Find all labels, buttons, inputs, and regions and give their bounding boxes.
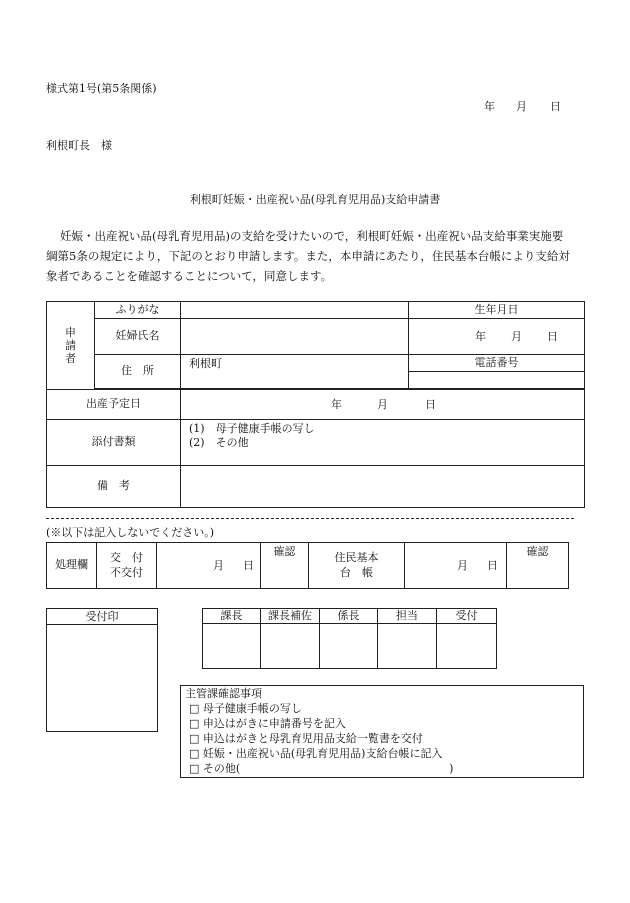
checklist-item[interactable]: □ 申込はがきと母乳育児用品支給一覧書を交付 [189, 732, 423, 745]
attachment-item-2: (2) その他 [189, 436, 249, 450]
approval-head-assistant-chief: 課長補佐 [261, 609, 320, 624]
intro-line-1: 妊娠・出産祝い品(母乳育児用品)の支給を受けたいので，利根町妊娠・出産祝い品支給事業実施要 [60, 229, 564, 243]
approval-cell[interactable] [437, 624, 497, 669]
checklist-item[interactable]: □ 母子健康手帳の写し [189, 702, 302, 715]
furigana-field[interactable] [181, 302, 409, 319]
approval-head-unit-chief: 係長 [320, 609, 378, 624]
checklist-item[interactable]: □ 申込はがきに申請番号を記入 [189, 717, 346, 730]
issue-status-label [97, 543, 157, 589]
office-use-note: (※以下は記入しないでください。) [46, 526, 215, 539]
registry-date-field[interactable] [405, 543, 507, 589]
due-date-year: 年 [331, 397, 342, 411]
approval-head-reception: 受付 [437, 609, 497, 624]
approval-head-section-chief: 課長 [203, 609, 261, 624]
date-day-label: 日 [550, 100, 561, 113]
due-date-field[interactable] [181, 390, 585, 420]
form-title: 利根町妊娠・出産祝い品(母乳育児用品)支給申請書 [189, 193, 441, 206]
applicant-section-label: 申請者 [47, 302, 95, 390]
due-date-label: 出産予定日 [47, 390, 181, 420]
phone-field[interactable] [409, 372, 585, 389]
reception-stamp-label: 受付印 [47, 609, 157, 625]
name-field[interactable] [181, 319, 409, 355]
date-year-label: 年 [484, 100, 495, 113]
issue-label: 交 付 [110, 551, 143, 565]
form-number: 様式第1号(第5条関係) [46, 82, 157, 95]
registry-label-1: 住民基本 [334, 551, 379, 565]
processing-table [46, 542, 569, 589]
non-issue-label: 不交付 [110, 565, 143, 579]
reception-stamp-box [46, 608, 158, 732]
birthdate-field[interactable] [409, 319, 585, 355]
address-field[interactable]: 利根町 [181, 355, 409, 389]
cut-line [46, 518, 574, 519]
checklist-item[interactable]: □ その他( ) [189, 762, 454, 775]
name-label: 妊婦氏名 [95, 319, 181, 355]
issue-month: 月 [213, 558, 224, 572]
due-date-month: 月 [377, 397, 388, 411]
addressee: 利根町長 様 [46, 139, 112, 152]
remarks-field[interactable] [181, 466, 585, 508]
approval-cell[interactable] [320, 624, 378, 669]
approval-cell[interactable] [203, 624, 261, 669]
confirm-label-1: 確認 [261, 543, 309, 589]
furigana-label: ふりがな [95, 302, 181, 319]
checklist-title: 主管課確認事項 [185, 687, 262, 700]
attachments-label: 添付書類 [47, 420, 181, 466]
address-label: 住 所 [95, 355, 181, 389]
issue-day: 日 [243, 558, 254, 572]
remarks-label: 備 考 [47, 466, 181, 508]
birthdate-day: 日 [547, 329, 558, 343]
registry-label-2: 台 帳 [340, 565, 373, 579]
birthdate-year: 年 [475, 329, 486, 343]
date-month-label: 月 [516, 100, 527, 113]
approval-cell[interactable] [261, 624, 320, 669]
approval-cell[interactable] [378, 624, 437, 669]
application-table [46, 301, 585, 508]
intro-line-3: 象者であることを確認することについて，同意します。 [46, 269, 333, 283]
department-checklist [180, 685, 584, 778]
checklist-item[interactable]: □ 妊娠・出産祝い品(母乳育児用品)支給台帳に記入 [189, 747, 443, 760]
phone-label: 電話番号 [409, 355, 585, 372]
due-date-day: 日 [425, 397, 436, 411]
processing-label: 処理欄 [47, 543, 97, 589]
attachments-field [181, 420, 585, 466]
issue-date-field[interactable] [157, 543, 261, 589]
birthdate-label: 生年月日 [409, 302, 585, 319]
registry-label [309, 543, 405, 589]
approval-stamps-table [202, 608, 497, 669]
attachment-item-1: (1) 母子健康手帳の写し [189, 422, 315, 435]
birthdate-month: 月 [511, 329, 522, 343]
confirm-label-2: 確認 [507, 543, 569, 589]
approval-head-staff: 担当 [378, 609, 437, 624]
registry-month: 月 [457, 558, 468, 572]
intro-line-2: 綱第5条の規定により，下記のとおり申請します。また，本申請にあたり，住民基本台帳により支給対 [46, 249, 570, 263]
registry-day: 日 [487, 558, 498, 572]
